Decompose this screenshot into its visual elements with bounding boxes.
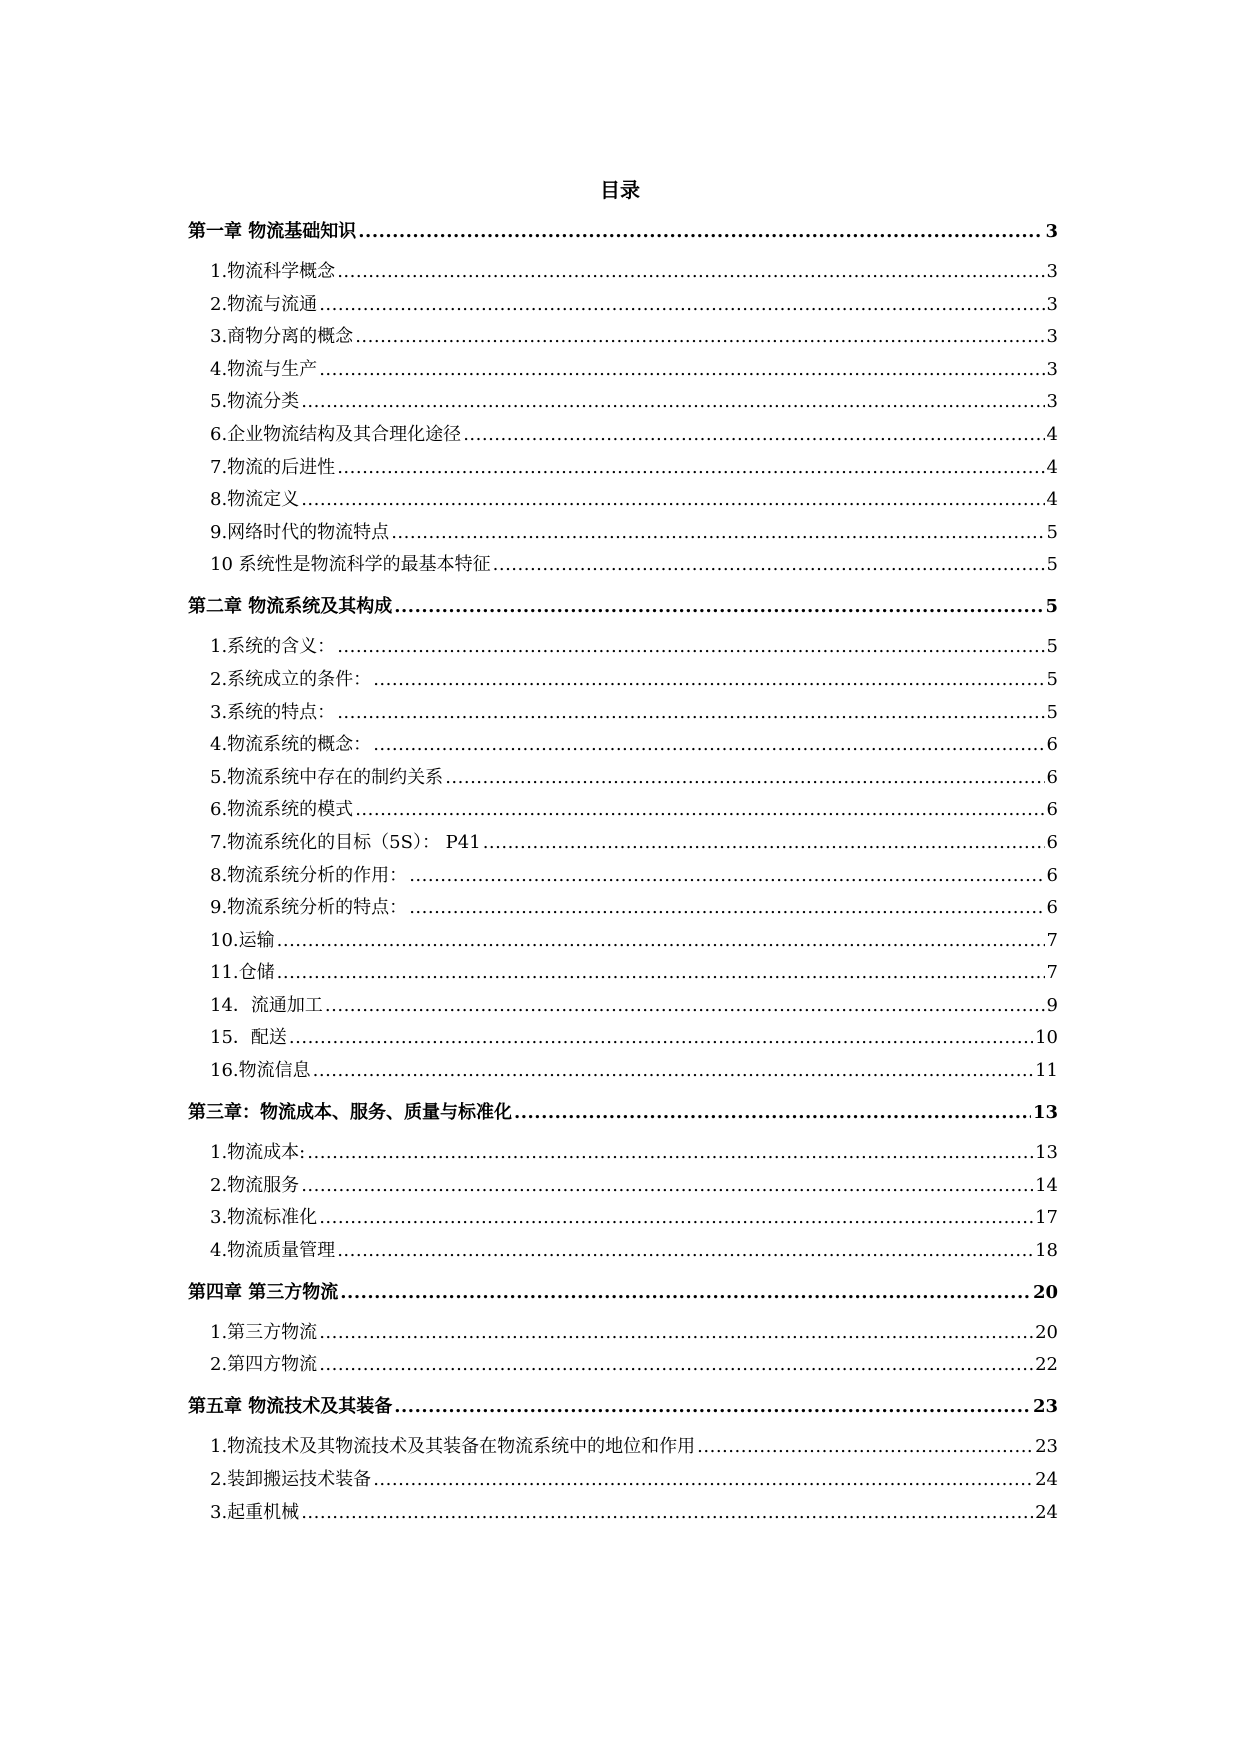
dot-leader xyxy=(409,897,1044,919)
toc-section-entry[interactable] xyxy=(210,1175,1058,1197)
section-page-number: 4 xyxy=(1046,423,1058,445)
dot-leader xyxy=(337,261,1044,283)
section-page-number: 3 xyxy=(1046,261,1058,282)
section-page-number: 9 xyxy=(1046,994,1058,1016)
section-page-number: 3 xyxy=(1046,293,1058,315)
section-title: 5.物流分类 xyxy=(210,391,300,413)
toc-section-entry[interactable] xyxy=(210,359,1058,381)
section-title: 3.起重机械 xyxy=(210,1501,300,1523)
toc-section-entry[interactable] xyxy=(210,767,1058,789)
dot-leader xyxy=(373,734,1044,756)
dot-leader xyxy=(394,596,1043,618)
section-title: 7.物流的后进性 xyxy=(210,456,336,478)
dot-leader xyxy=(373,1469,1033,1491)
toc-chapter-entry[interactable] xyxy=(188,221,1058,243)
section-title: 5.物流系统中存在的制约关系 xyxy=(210,766,444,788)
section-page-number: 17 xyxy=(1035,1207,1058,1229)
toc-section-entry[interactable] xyxy=(210,702,1058,724)
section-title: 4.物流质量管理 xyxy=(210,1239,336,1261)
chapter-title: 第五章 物流技术及其装备 xyxy=(188,1396,393,1418)
section-page-number: 4 xyxy=(1046,456,1058,478)
toc-section-entry[interactable] xyxy=(210,522,1058,544)
dot-leader xyxy=(493,554,1045,576)
section-page-number: 5 xyxy=(1046,701,1058,723)
toc-section-entry[interactable] xyxy=(210,1322,1058,1344)
toc-section-entry[interactable] xyxy=(210,489,1058,511)
dot-leader xyxy=(514,1102,1031,1124)
section-title: 1.物流技术及其物流技术及其装备在物流系统中的地位和作用 xyxy=(210,1436,696,1458)
section-page-number: 20 xyxy=(1035,1321,1058,1343)
section-page-number: 7 xyxy=(1046,929,1058,951)
section-page-number: 5 xyxy=(1046,636,1058,658)
section-page-number: 10 xyxy=(1035,1027,1058,1049)
section-title: 10 系统性是物流科学的最基本特征 xyxy=(210,554,491,576)
toc-section-entry[interactable] xyxy=(210,1142,1058,1164)
section-title: 11.仓储 xyxy=(210,962,275,984)
toc-section-entry[interactable] xyxy=(210,1207,1058,1229)
section-title: 9.网络时代的物流特点 xyxy=(210,521,390,543)
section-title: 6.物流系统的模式 xyxy=(210,799,354,821)
toc-section-entry[interactable] xyxy=(210,457,1058,479)
dot-leader xyxy=(319,1354,1033,1376)
toc-section-entry[interactable] xyxy=(210,554,1058,576)
toc-section-entry[interactable] xyxy=(210,424,1058,446)
toc-chapter-entry[interactable] xyxy=(188,1102,1058,1124)
toc-section-entry[interactable] xyxy=(210,669,1058,691)
section-page-number: 14 xyxy=(1035,1174,1058,1196)
chapter-page-number: 13 xyxy=(1032,1102,1058,1124)
section-page-number: 6 xyxy=(1046,799,1058,821)
dot-leader xyxy=(301,391,1044,413)
chapter-page-number: 23 xyxy=(1032,1396,1058,1418)
section-title: 1.第三方物流 xyxy=(210,1321,318,1343)
dot-leader xyxy=(445,767,1044,789)
dot-leader xyxy=(277,930,1045,952)
chapter-page-number: 3 xyxy=(1045,221,1058,242)
dot-leader xyxy=(337,1240,1033,1262)
section-title: 7.物流系统化的目标（5S）： P41 xyxy=(210,831,481,853)
section-page-number: 6 xyxy=(1046,864,1058,886)
section-title: 8.物流定义 xyxy=(210,489,300,511)
toc-section-entry[interactable] xyxy=(210,799,1058,821)
toc-title: 目录 xyxy=(600,178,640,202)
section-page-number: 24 xyxy=(1035,1469,1058,1491)
section-title: 2.第四方物流 xyxy=(210,1354,318,1376)
section-title: 1.物流成本: xyxy=(210,1142,306,1164)
section-page-number: 24 xyxy=(1035,1501,1058,1523)
toc-section-entry[interactable] xyxy=(210,391,1058,413)
section-title: 3.商物分离的概念 xyxy=(210,326,354,348)
dot-leader xyxy=(391,522,1044,544)
section-page-number: 5 xyxy=(1046,668,1058,690)
dot-leader xyxy=(277,962,1045,984)
dot-leader xyxy=(409,865,1044,887)
section-title: 1.系统的含义： xyxy=(210,636,336,658)
dot-leader xyxy=(307,1142,1033,1164)
dot-leader xyxy=(301,1175,1033,1197)
dot-leader xyxy=(355,326,1044,348)
toc-section-entry[interactable] xyxy=(210,734,1058,756)
section-page-number: 18 xyxy=(1035,1239,1058,1261)
section-title: 2.物流服务 xyxy=(210,1174,300,1196)
dot-leader xyxy=(373,669,1044,691)
section-page-number: 6 xyxy=(1046,734,1058,756)
dot-leader xyxy=(325,995,1045,1017)
dot-leader xyxy=(289,1027,1033,1049)
dot-leader xyxy=(697,1436,1033,1458)
section-title: 2.物流与流通 xyxy=(210,293,318,315)
toc-section-entry[interactable] xyxy=(210,1027,1058,1049)
dot-leader xyxy=(337,636,1044,658)
toc-section-entry[interactable] xyxy=(210,995,1058,1017)
dot-leader xyxy=(319,1322,1033,1344)
section-page-number: 5 xyxy=(1046,521,1058,543)
section-page-number: 22 xyxy=(1035,1354,1058,1376)
section-page-number: 7 xyxy=(1046,962,1058,984)
toc-section-entry[interactable] xyxy=(210,326,1058,348)
dot-leader xyxy=(358,221,1043,243)
section-title: 4.物流与生产 xyxy=(210,358,318,380)
dot-leader xyxy=(337,457,1044,479)
toc-section-entry[interactable] xyxy=(210,962,1058,984)
section-title: 2.系统成立的条件： xyxy=(210,668,372,690)
section-title: 16.物流信息 xyxy=(210,1060,311,1082)
toc-chapter-entry[interactable] xyxy=(188,596,1058,618)
toc-section-entry[interactable] xyxy=(210,832,1058,854)
dot-leader xyxy=(483,832,1045,854)
section-title: 14．流通加工 xyxy=(210,994,323,1016)
toc-section-entry[interactable] xyxy=(210,261,1058,283)
section-title: 8.物流系统分析的作用： xyxy=(210,864,408,886)
section-page-number: 11 xyxy=(1035,1060,1058,1082)
section-page-number: 5 xyxy=(1046,554,1058,576)
toc-section-entry[interactable] xyxy=(210,294,1058,316)
chapter-page-number: 20 xyxy=(1032,1281,1058,1303)
toc-section-entry[interactable] xyxy=(210,636,1058,658)
dot-leader xyxy=(319,1207,1033,1229)
toc-chapter-entry[interactable] xyxy=(188,1282,1058,1304)
dot-leader xyxy=(301,1502,1033,1524)
toc-section-entry[interactable] xyxy=(210,1060,1058,1082)
dot-leader xyxy=(463,424,1044,446)
toc-section-entry[interactable] xyxy=(210,1354,1058,1376)
dot-leader xyxy=(319,359,1044,381)
dot-leader xyxy=(319,294,1044,316)
section-title: 3.系统的特点： xyxy=(210,701,336,723)
section-title: 2.装卸搬运技术装备 xyxy=(210,1469,372,1491)
dot-leader xyxy=(337,702,1044,724)
dot-leader xyxy=(355,799,1044,821)
section-page-number: 6 xyxy=(1046,831,1058,853)
dot-leader xyxy=(313,1060,1033,1082)
section-page-number: 4 xyxy=(1046,489,1058,511)
chapter-title: 第一章 物流基础知识 xyxy=(188,221,357,242)
section-page-number: 6 xyxy=(1046,897,1058,919)
chapter-page-number: 5 xyxy=(1045,596,1058,618)
dot-leader xyxy=(301,489,1044,511)
section-title: 9.物流系统分析的特点： xyxy=(210,897,408,919)
toc-chapter-entry[interactable] xyxy=(188,1396,1058,1418)
section-title: 6.企业物流结构及其合理化途径 xyxy=(210,423,462,445)
toc-section-entry[interactable] xyxy=(210,1240,1058,1262)
section-title: 1.物流科学概念 xyxy=(210,261,336,282)
toc-section-entry[interactable] xyxy=(210,1436,1058,1458)
section-page-number: 6 xyxy=(1046,766,1058,788)
toc-section-entry[interactable] xyxy=(210,1502,1058,1524)
toc-section-entry[interactable] xyxy=(210,865,1058,887)
dot-leader xyxy=(340,1282,1031,1304)
section-title: 15．配送 xyxy=(210,1027,287,1049)
section-page-number: 23 xyxy=(1035,1436,1058,1458)
section-page-number: 3 xyxy=(1046,326,1058,348)
section-title: 10.运输 xyxy=(210,929,275,951)
section-title: 3.物流标准化 xyxy=(210,1207,318,1229)
section-page-number: 13 xyxy=(1035,1142,1058,1164)
toc-section-entry[interactable] xyxy=(210,1469,1058,1491)
chapter-title: 第四章 第三方物流 xyxy=(188,1281,339,1303)
toc-section-entry[interactable] xyxy=(210,930,1058,952)
section-page-number: 3 xyxy=(1046,358,1058,380)
chapter-title: 第三章：物流成本、服务、质量与标准化 xyxy=(188,1102,512,1124)
toc-section-entry[interactable] xyxy=(210,897,1058,919)
table-of-contents xyxy=(188,221,1058,1534)
dot-leader xyxy=(394,1396,1031,1418)
section-title: 4.物流系统的概念： xyxy=(210,734,372,756)
chapter-title: 第二章 物流系统及其构成 xyxy=(188,596,393,618)
section-page-number: 3 xyxy=(1046,391,1058,413)
